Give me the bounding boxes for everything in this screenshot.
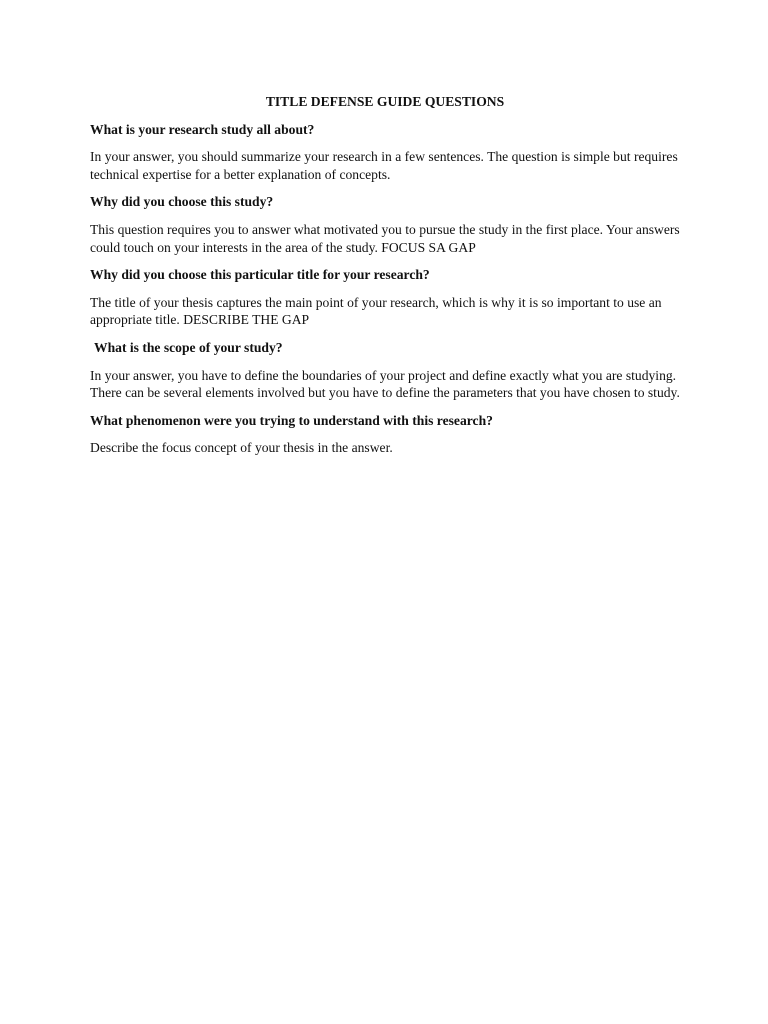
question-phenomenon: What phenomenon were you trying to understand with this research?	[90, 412, 493, 428]
answer-why-study: This question requires you to answer what motivated you to pursue the study in the first place. Your answers could touch on your interests in the area of the study. FOCUS SA GAP	[90, 221, 680, 255]
answer-phenomenon: Describe the focus concept of your thesis in the answer.	[90, 440, 393, 456]
question-why-title: Why did you choose this particular title for your research?	[90, 267, 430, 283]
document-body	[90, 93, 686, 467]
question-why-study: Why did you choose this study?	[90, 194, 274, 210]
document-title: TITLE DEFENSE GUIDE QUESTIONS	[265, 94, 505, 109]
answer-research-about: In your answer, you should summarize your research in a few sentences. The question is simple but requires technical expertise for a better explanation of concepts.	[90, 149, 678, 182]
question-scope: What is the scope of your study?	[94, 339, 283, 355]
answer-scope: In your answer, you have to define the boundaries of your project and define exactly what you are studying. There can be several elements involved but you have to define the parameters that you have chosen to study.	[90, 367, 680, 401]
answer-why-title: The title of your thesis captures the main point of your research, which is why it is so important to use an appropriate title. DESCRIBE THE GAP	[90, 294, 662, 328]
question-research-about: What is your research study all about?	[90, 121, 315, 137]
